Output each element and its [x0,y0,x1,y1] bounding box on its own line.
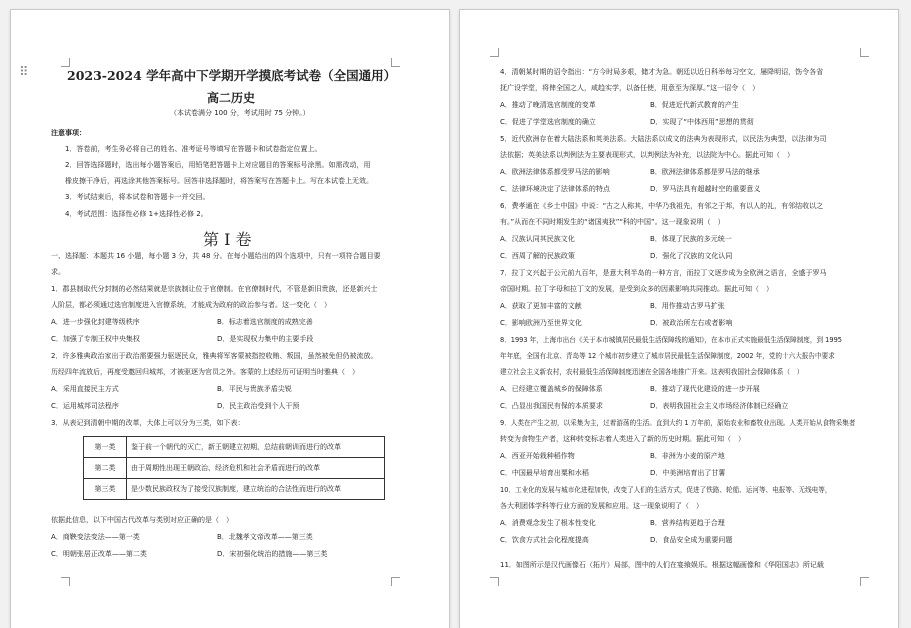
margin-corner-mark [860,577,869,586]
table-row [84,437,385,458]
q5-option-a: A．欧洲法律体系都受罗马法的影响 [500,168,610,176]
margin-corner-mark [490,48,499,57]
question-7-line: 7．拉丁文兴起于公元前九百年，是意大利半岛的一种方言，而拉丁文逐步成为全欧洲之语言，全盛于罗马 [500,269,827,277]
q5-option-d: D．罗马法具有超越时空的重要意义 [650,185,761,193]
q3-table [83,436,385,500]
section-title: 第 I 卷 [203,230,252,249]
instructions-line: 求。 [51,268,65,276]
q1-option-b: B．标志着选官制度的成熟完善 [217,318,313,326]
notice-line: 4．考试范围：选择性必修 1+选择性必修 2。 [65,210,208,218]
question-4-line: 抚广设学堂，将俾全国之人，咸趋实学，以备任使，用意至为深厚。”这一诏令（ ） [500,84,760,92]
q5-option-b: B．欧洲法律体系都是罗马法的继承 [650,168,760,176]
q7-option-d: D．被政治所左右或者影响 [650,319,733,327]
q10-option-b: B．营养结构更趋于合理 [650,519,725,527]
q6-option-a: A．汉族认同其民族文化 [500,235,575,243]
q9-option-c: C．中国最早培育出粟和水稻 [500,469,589,477]
question-9-line: 转变为食物生产者，这种转变标志着人类进入了新的历史时期。据此可知（ ） [500,435,745,443]
q10-option-c: C．饮食方式社会化程度提高 [500,536,589,544]
document-page-1 [11,10,449,628]
question-6-line: 有。”从而在不同时期发生的“诸国夷狄”“科的中国”。这一现象说明（ ） [500,218,725,226]
q8-option-c: C．凸显出我国民有保的本质要求 [500,402,603,410]
q4-option-b: B．促进近代新式教育的产生 [650,101,739,109]
question-7-line: 帝国时期。拉丁字母和拉丁文的发展，是受到众多的因素影响共同推动。据此可知（ ） [500,285,773,293]
question-2-line: 历经四年流放后，再度受邀回归城邦，才被驱逐为官员之外。客蒙的上述经历可证明当时雅典（ ） [51,368,359,376]
q9-option-b: B．非洲为小麦的原产地 [650,452,725,460]
notice-line: 3．考试结束后，将本试卷和答题卡一并交回。 [65,193,210,201]
q9-option-d: D．中美洲培育出了甘薯 [650,469,726,477]
question-8-line: 年年底，全国有北京、青岛等 12 个城市初步建立了城市居民最低生活保障制度，2002 年，党的十六大报告中要求 [500,352,835,360]
exam-title: 2023-2024 学年高中下学期开学摸底考试卷（全国通用） [67,68,397,83]
question-1-line: 1．郡县制取代分封制的必然结果就是宗族制让位于官僚制。在官僚制时代，不管是新旧贵族，还是新兴士 [51,285,378,293]
question-6-line: 6．费孝通在《乡土中国》中说：“古之人称其，中华乃我祖先，有邻之于邦，有以人的礼，有邻结收以之 [500,202,824,210]
q4-option-c: C．促进了学堂选官制度的确立 [500,118,596,126]
q3-option-c: C．明朝张居正改革——第二类 [51,550,147,558]
question-9-line: 9．人类在产生之初，以采集为主，过着游荡的生活。直到大约 1 万年前，原始农业和畜牧业出现。人类开始从食物采集者 [500,419,856,427]
q1-option-c: C．加强了专制王权中央集权 [51,335,140,343]
question-5-line: 法依据；英美法系以判例法为主要表现形式，以判例法为补充，以法院为中心。据此可知（ ） [500,151,794,159]
table-cell-desc: 由于周期性出现王朝政治、经济危机和社会矛盾而进行的改革 [127,458,385,479]
notice-line: 1．答卷前，考生务必将自己的姓名、准考证号等填写在答题卡和试卷指定位置上。 [65,145,322,153]
q3-option-d: D．宋初强化统治的措施——第三类 [217,550,328,558]
notice-line: 橡皮擦干净后，再选涂其他答案标号。回答非选择题时，将答案写在答题卡上。写在本试卷上无效。 [65,177,373,185]
q5-option-c: C．法律环境决定了法律体系的特点 [500,185,610,193]
q6-option-b: B．体现了民族的多元统一 [650,235,732,243]
question-1-line: 人阶层，都必须通过选官制度进入官僚系统，才能成为政府的政治参与者。这一变化（ ） [51,301,331,309]
document-page-2 [460,10,898,628]
table-cell-stage: 第一类 [84,437,127,458]
q2-option-c: C．运用城邦司法程序 [51,402,119,410]
q1-option-d: D．是实现权力集中的主要手段 [217,335,314,343]
question-3-line: 依据此信息，以下中国古代改革与类别对应正确的是（ ） [51,516,233,524]
question-8-line: 建立社会主义新农村，农村最低生活保障制度迅速在全国各地推广开来。这表明我国社会保障体系（ ） [500,368,804,376]
table-cell-desc: 鉴于前一个朝代的灭亡，新王朝建立初期，总结前朝训而进行的改革 [127,437,385,458]
question-10-line: 10．工业化的发展与城市化进程加快，改变了人们的生活方式，促进了铁路、轮船、运河等、电报等、无线电等， [500,486,832,494]
q6-option-d: D．强化了汉族的文化认同 [650,252,733,260]
q7-option-b: B．用作推动古罗马扩张 [650,302,725,310]
q8-option-b: B．推动了现代化建设的进一步开展 [650,385,760,393]
margin-corner-mark [490,577,499,586]
q2-option-a: A．采用直接民主方式 [51,385,119,393]
q3-option-b: B．北魏孝文帝改革——第三类 [217,533,313,541]
notice-heading: 注意事项： [51,129,86,137]
q8-option-d: D．表明我国社会主义市场经济体制已经确立 [650,402,789,410]
margin-corner-mark [61,577,70,586]
notice-line: 2．回答选择题时，选出每小题答案后，用铅笔把答题卡上对应题目的答案标号涂黑。如需改动，用 [65,161,371,169]
table-cell-stage: 第二类 [84,458,127,479]
q7-option-a: A．获取了更加丰富的文献 [500,302,582,310]
exam-subject: 高二历史 [207,91,256,105]
drag-handle-icon[interactable]: ⠿ [19,65,29,80]
question-5-line: 5．近代欧洲存在着大陆法系和英美法系。大陆法系以成文的法典为表现形式，以民法为典型，以法律为司 [500,135,827,143]
q9-option-a: A．西亚开始栽种稻作物 [500,452,575,460]
table-cell-stage: 第三类 [84,479,127,500]
question-8-line: 8．1993 年，上海市出台《关于本市城镇居民最低生活保障线的通知》，在本市正式实施最低生活保障制度，到 1995 [500,336,842,344]
q1-option-a: A．进一步强化封建等级秩序 [51,318,140,326]
margin-corner-mark [860,48,869,57]
table-row [84,458,385,479]
margin-corner-mark [391,577,400,586]
q8-option-a: A．已经建立覆盖城乡的保障体系 [500,385,603,393]
instructions-line: 一、选择题：本题共 16 小题，每小题 3 分，共 48 分。在每小题给出的四个选项中，只有一项符合题目要 [51,252,381,260]
q7-option-c: C．影响欧洲乃至世界文化 [500,319,582,327]
question-10-line: 各大利团体学科等行业方面的发展和应用。这一现象说明了（ ） [500,502,703,510]
q6-option-c: C．西周了解的民族政策 [500,252,575,260]
q10-option-a: A．消费观念发生了根本性变化 [500,519,596,527]
question-3-intro: 3．从表记到清朝中期的改革，大体上可以分为三类，如下表： [51,419,245,427]
q10-option-d: D．食品安全成为重要问题 [650,536,733,544]
exam-info: （本试卷满分 100 分，考试用时 75 分钟。） [170,109,310,117]
q4-option-d: D．实现了“中体西用”思想的贯彻 [650,118,754,126]
q2-option-b: B．平民与贵族矛盾尖锐 [217,385,292,393]
question-11-line: 11．如图所示是汉代画像石（拓片）局部，图中的人们在宴飨娱乐。根据这幅画像和《华阳国志》所记载 [500,561,824,569]
table-cell-desc: 是少数民族政权为了接受汉族制度，建立统治的合法性而进行的改革 [127,479,385,500]
table-row [84,479,385,500]
q3-option-a: A．商鞅变法变法——第一类 [51,533,140,541]
question-4-line: 4．清朝某时期的诏令指出：“方今时局多艰，储才为急。朝廷以近日科举每习空文，屡降明诏，饬令各省 [500,68,824,76]
q4-option-a: A．推动了晚清选官制度的变革 [500,101,596,109]
question-2-line: 2．许多雅典政治家出于政治需要强力驱逐民众，雅典将军客蒙被指控收贿、叛国，虽然被免但仍被流放。 [51,352,378,360]
q2-option-d: D．民主政治受到个人干预 [217,402,300,410]
